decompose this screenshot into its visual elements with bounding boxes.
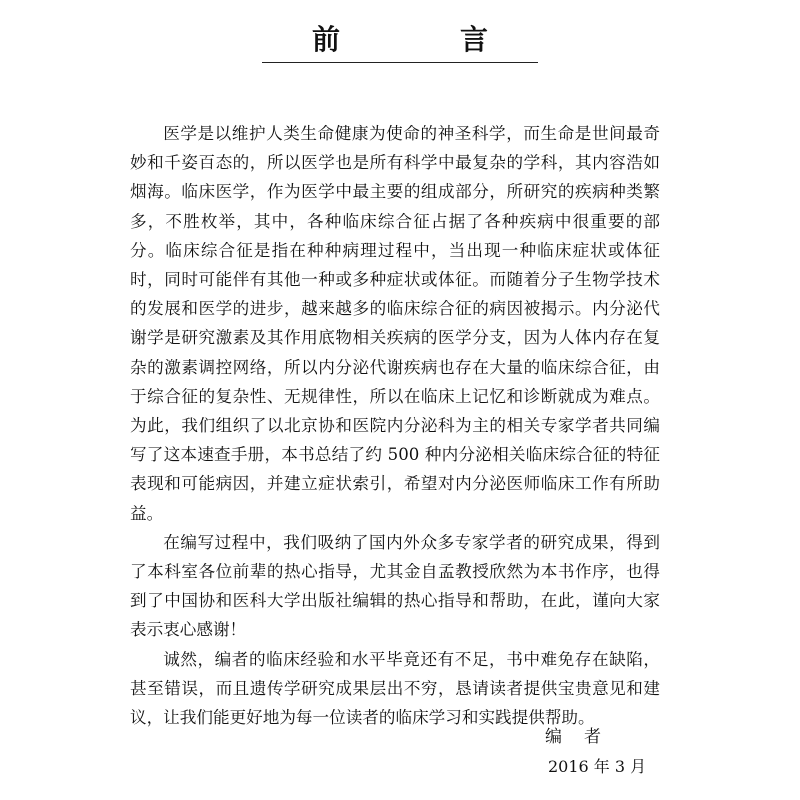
title-underline [262,62,538,63]
page-title: 前 言 [311,23,534,56]
paragraph-3: 诚然，编者的临床经验和水平毕竟还有不足，书中难免存在缺陷，甚至错误，而且遗传学研究成果层出不穷，恳请读者提供宝贵意见和建议，让我们能更好地为每一位读者的临床学习和实践提供帮助。 [130,649,660,728]
publication-date: 2016 年 3 月 [548,757,647,776]
paragraph-1: 医学是以维护人类生命健康为使命的神圣科学，而生命是世间最奇妙和千姿百态的，所以医学也是所有科学中最复杂的学科，其内容浩如烟海。临床医学，作为医学中最主要的组成部分，所研究的疾病种类繁多，不胜枚举，其中，各种临床综合征占据了各种疾病中很重要的部分。临床综合征是指在种种病理过程中，当出现一种临床症状或体征时，同时可能伴有其他一种或多种症状或体征。而随着分子生物学技术的发展和医学的进步，越来越多的临床综合征的病因被揭示。内分泌代谢学是研究激素及其作用底物相关疾病的医学分支，因为人体内存在复杂的激素调控网络，所以内分泌代谢疾病也存在大量的临床综合征，由于综合征的复杂性、无规律性，所以在临床上记忆和诊断就成为难点。为此，我们组织了以北京协和医院内分泌科为主的相关专家学者共同编写了这本速查手册，本书总结了约 500 种内分泌相关临床综合征的特征表现和可能病因，并建立症状索引，希望对内分泌医师临床工作有所助益。 [130,124,660,523]
author-signature: 编者 [545,727,623,747]
paragraph-2: 在编写过程中，我们吸纳了国内外众多专家学者的研究成果，得到了本科室各位前辈的热心指导，尤其金自孟教授欣然为本书作序，也得到了中国协和医科大学出版社编辑的热心指导和帮助，在此，谨向大家表示衷心感谢！ [130,532,660,640]
preface-body [130,119,660,732]
